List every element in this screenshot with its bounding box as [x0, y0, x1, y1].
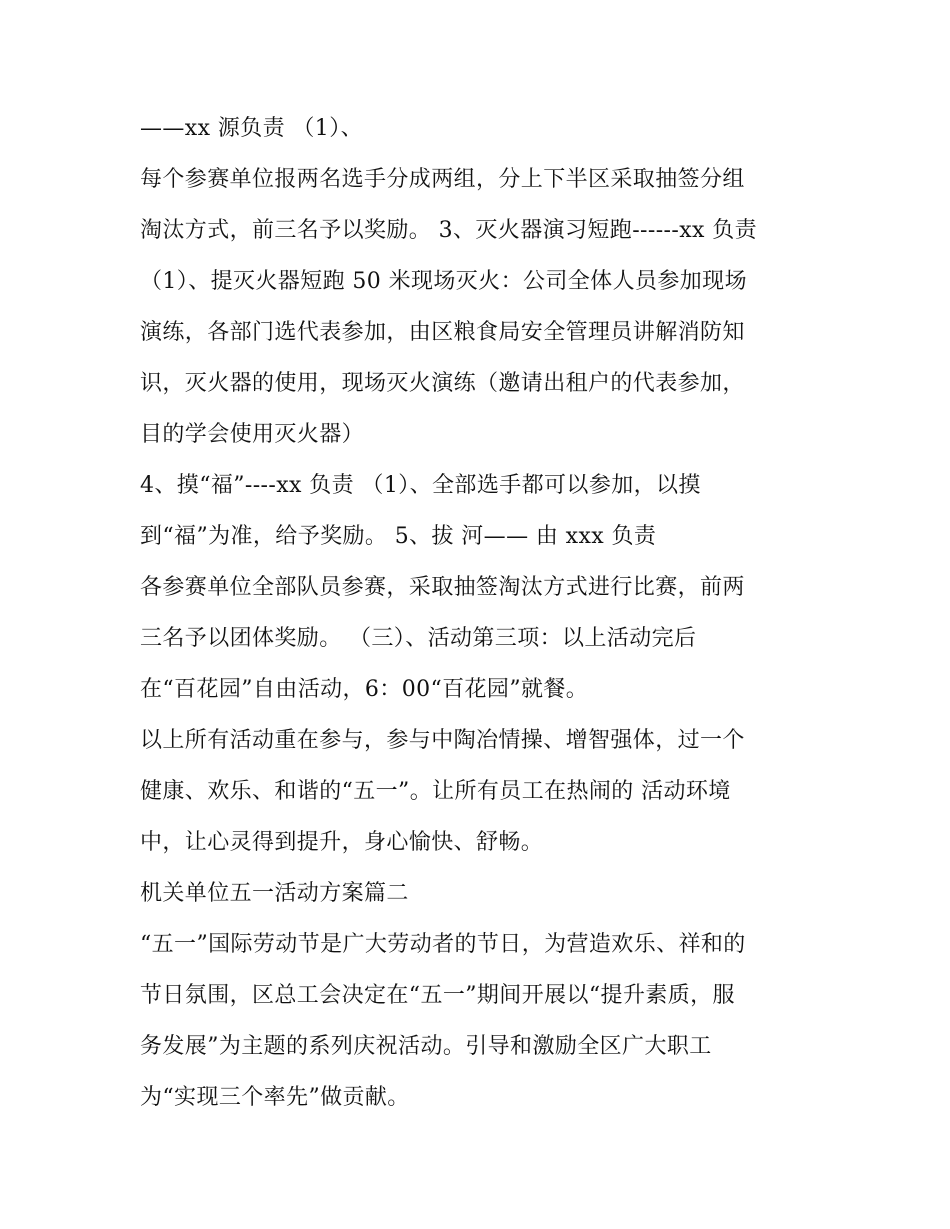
text-line-14: 健康、欢乐、和谐的“五一”。让所有员工在热闹的 活动环境 [140, 779, 731, 804]
text-line-5: 演练，各部门选代表参加，由区粮食局安全管理员讲解消防知 [140, 320, 745, 345]
section-heading: 机关单位五一活动方案篇二 [140, 881, 409, 906]
text-line-6: 识，灭火器的使用，现场灭火演练（邀请出租户的代表参加， [140, 371, 745, 396]
text-line-10: 各参赛单位全部队员参赛，采取抽签淘汰方式进行比赛，前两 [140, 575, 745, 600]
text-line-7: 目的学会使用灭火器） [140, 422, 365, 447]
text-line-12: 在“百花园”自由活动，6：00“百花园”就餐。 [140, 677, 589, 702]
text-line-9: 到“福”为准，给予奖励。 5、拔 河—— 由 xxx 负责 [140, 524, 657, 549]
text-line-11: 三名予以团体奖励。 （三）、活动第三项：以上活动完后 [140, 626, 697, 651]
text-line-13: 以上所有活动重在参与，参与中陶冶情操、增智强体，过一个 [140, 728, 745, 753]
text-line-1: ——xx 源负责 （1）、 [140, 116, 363, 141]
text-line-8: 4、摸“福”----xx 负责 （1）、全部选手都可以参加，以摸 [140, 473, 701, 498]
text-line-20: 为“实现三个率先”做贡献。 [140, 1085, 410, 1110]
text-line-15: 中，让心灵得到提升，身心愉快、舒畅。 [140, 830, 544, 855]
text-line-17: “五一”国际劳动节是广大劳动者的节日，为营造欢乐、祥和的 [140, 932, 746, 957]
text-line-18: 节日氛围，区总工会决定在“五一”期间开展以“提升素质，服 [140, 983, 735, 1008]
text-line-19: 务发展”为主题的系列庆祝活动。引导和激励全区广大职工 [140, 1034, 712, 1059]
text-line-3: 淘汰方式，前三名予以奖励。 3、灭火器演习短跑------xx 负责 [140, 218, 758, 243]
text-line-4: （1）、提灭火器短跑 50 米现场灭火：公司全体人员参加现场 [140, 269, 747, 294]
text-line-2: 每个参赛单位报两名选手分成两组，分上下半区采取抽签分组 [140, 167, 745, 192]
